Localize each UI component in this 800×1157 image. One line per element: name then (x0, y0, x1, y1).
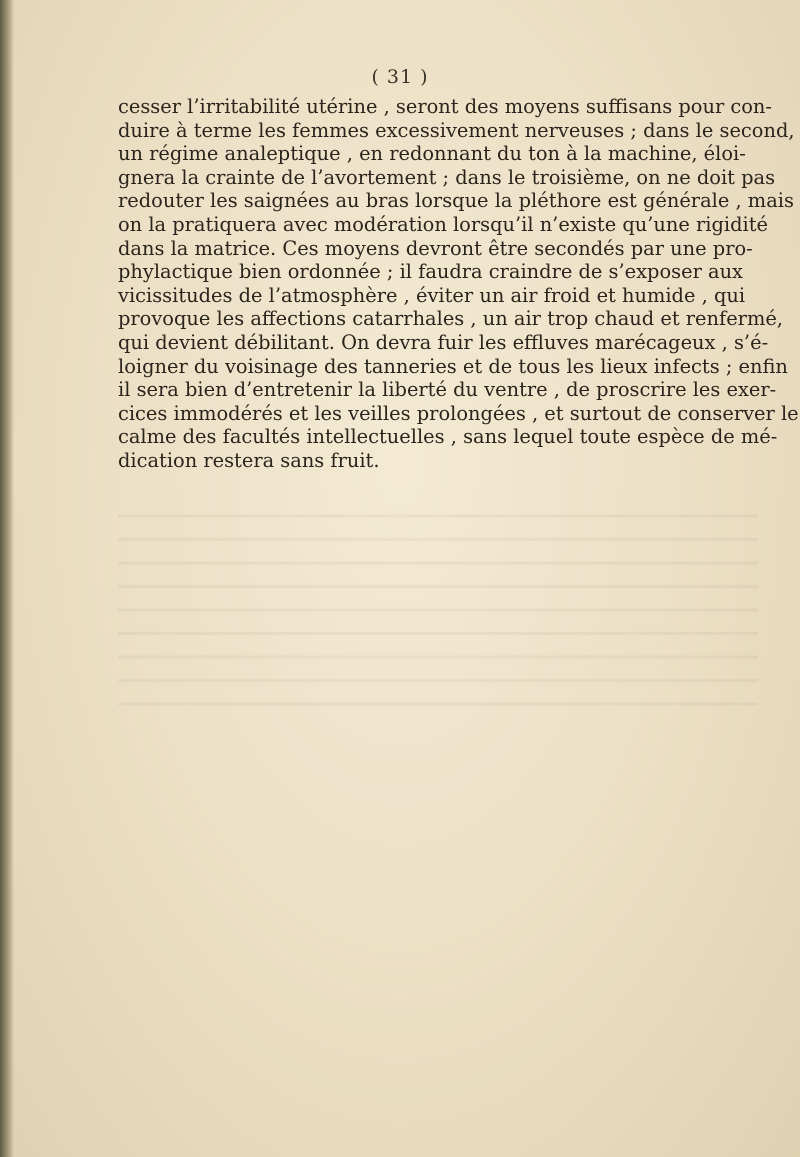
text-line: calme des facultés intellectuelles , sans lequel toute espèce de mé- (118, 425, 778, 449)
text-line: dication restera sans fruit. (118, 448, 380, 472)
page-binding-edge (0, 0, 14, 1157)
text-line: cesser l’irritabilité utérine , seront des moyens suffisans pour con- (118, 95, 772, 118)
text-line: gnera la crainte de l’avortement ; dans le troisième, on ne doit pas (118, 165, 776, 189)
text-line: un régime analeptique , en redonnant du ton à la machine, éloi- (118, 142, 746, 166)
body-text (118, 95, 799, 473)
page-number: ( 31 ) (371, 66, 429, 88)
text-line: phylactique bien ordonnée ; il faudra craindre de s’exposer aux (118, 260, 743, 284)
text-line: dans la matrice. Ces moyens devront être secondés par une pro- (118, 236, 753, 260)
text-line: provoque les affections catarrhales , un air trop chaud et renfermé, (118, 307, 783, 331)
text-line: qui devient débilitant. On devra fuir les effluves marécageux , s’é- (118, 330, 769, 354)
text-line: il sera bien d’entretenir la liberté du ventre , de proscrire les exer- (118, 378, 777, 402)
show-through-text (118, 500, 758, 720)
text-line: on la pratiquera avec modération lorsqu’il n’existe qu’une rigidité (118, 212, 768, 236)
text-line: vicissitudes de l’atmosphère , éviter un air froid et humide , qui (118, 283, 746, 307)
text-line: redouter les saignées au bras lorsque la pléthore est générale , mais (118, 189, 794, 213)
text-line: duire à terme les femmes excessivement nerveuses ; dans le second, (118, 118, 795, 142)
text-line: cices immodérés et les veilles prolongées , et surtout de conserver le (118, 401, 799, 425)
text-line: loigner du voisinage des tanneries et de tous les lieux infects ; enfin (118, 354, 788, 378)
